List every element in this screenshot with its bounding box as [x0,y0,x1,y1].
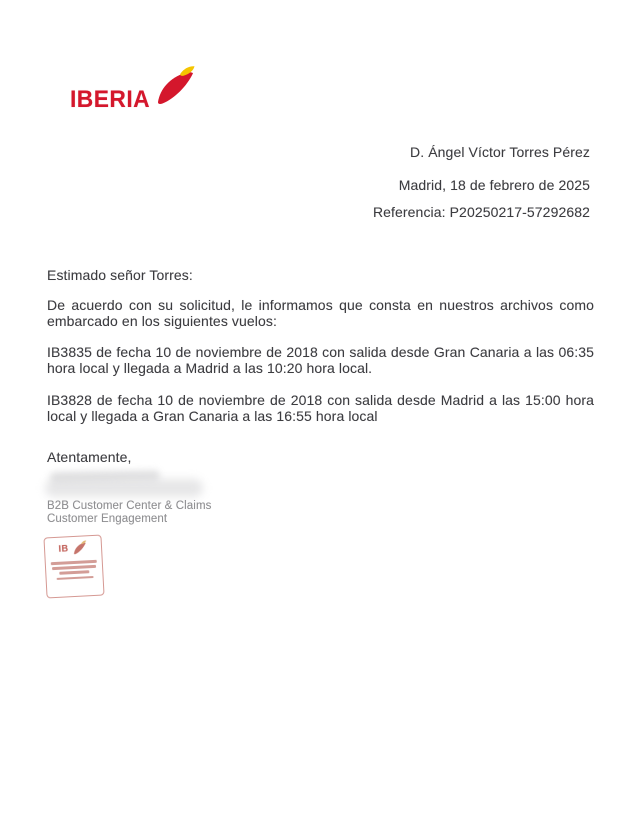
reference-line: Referencia: P20250217-57292682 [372,204,590,220]
department-line: B2B Customer Center & Claims [47,500,212,512]
team-line: Customer Engagement [47,512,168,525]
iberia-wordmark: IBERIA [70,86,151,113]
paragraph-line: IB3828 de fecha 10 de noviembre de 2018 con salida desde Madrid a las 15:00 hora [47,392,594,409]
signoff: Atentamente, [47,449,132,465]
paragraph-line: De acuerdo con su solicitud, le informamos que consta en nuestros archivos como [47,297,594,314]
stamp-text-line [56,576,93,581]
paragraph-line: local y llegada a Gran Canaria a las 16:55 hora local [47,408,378,425]
paragraph-line: hora local y llegada a Madrid a las 10:20 hora local. [47,359,373,376]
stamp-text-line [59,571,89,575]
date-line: Madrid, 18 de febrero de 2025 [398,177,590,193]
signature-block [47,500,212,525]
stamp-text-lines [50,560,99,581]
recipient-name: D. Ángel Víctor Torres Pérez [410,144,590,160]
stamp-swoosh-icon [71,540,88,555]
salutation: Estimado señor Torres: [47,267,193,283]
letter-body [47,267,594,424]
company-stamp [43,535,104,599]
stamp-header [49,540,98,558]
paragraph-line: IB3835 de fecha 10 de noviembre de 2018 con salida desde Gran Canaria a las 06:35 [47,343,594,360]
paragraph-intro [47,297,594,329]
paragraph-flight-2 [47,392,594,424]
iberia-logo [70,66,200,112]
paragraph-flight-1 [47,344,594,376]
paragraph-line: embarcado en los siguientes vuelos: [47,313,277,330]
letter-meta [373,144,590,220]
stamp-ib-logo: IB [58,543,69,554]
signature-redacted [45,479,203,497]
stamp-text-line [52,565,96,570]
stamp-text-line [51,560,97,565]
iberia-swoosh-icon [156,66,196,106]
